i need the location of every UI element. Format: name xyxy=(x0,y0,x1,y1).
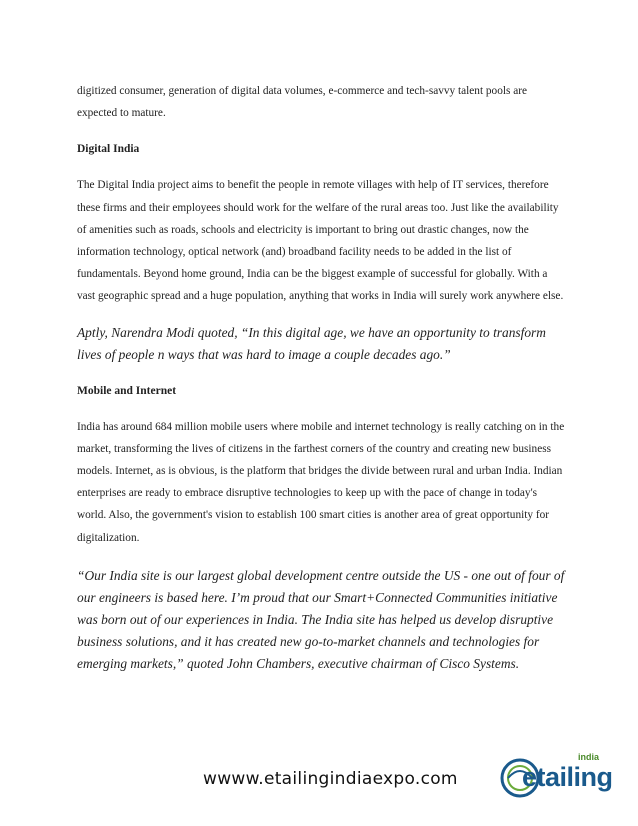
chambers-quote: “Our India site is our largest global development centre outside the US - one out of four of our engineers is based here. I’m proud that our Smart+Connected Communities initiative was born out of our experiences in India. The India site has helped us develop disruptive business solutions, and it has created new go-to-market channels and technologies for emerging markets,” quoted John Chambers, executive chairman of Cisco Systems. xyxy=(77,567,565,671)
logo-wordmark: etailing xyxy=(522,762,613,792)
intro-paragraph: digitized consumer, generation of digital data volumes, e-commerce and tech-savvy talent pools are expected to mature. xyxy=(77,85,528,120)
digital-india-paragraph: The Digital India project aims to benefit the people in remote villages with help of IT services, therefore these firms and their employees should work for the welfare of the rural areas too. Just like the availability of amenities such as roads, schools and electricity is important to bring out drastic changes, now the information technology, optical network (and) broadband facility needs to be added in the list of fundamentals. Beyond home ground, India can be the biggest example of successful for globally. With a vast geographic spread and a huge population, anything that works in India will surely work anywhere else. xyxy=(77,179,564,303)
modi-quote: Aptly, Narendra Modi quoted, “In this digital age, we have an opportunity to transform lives of people n ways that was hard to image a couple decades ago.” xyxy=(77,324,546,362)
section-heading-mobile-internet: Mobile and Internet xyxy=(77,384,177,397)
logo-tagline: india xyxy=(578,752,600,762)
document-body xyxy=(77,80,565,675)
section-heading-digital-india: Digital India xyxy=(77,143,140,156)
etailing-india-logo xyxy=(500,752,613,808)
footer-website-link[interactable]: wwww.etailingindiaexpo.com xyxy=(203,769,458,789)
mobile-internet-paragraph: India has around 684 million mobile users where mobile and internet technology is really catching on in the market, transforming the lives of citizens in the farthest corners of the country and creating new business models. Internet, as is obvious, is the platform that bridges the divide between rural and urban India. Indian enterprises are ready to embrace disruptive technologies to keep up with the pace of change in today's world. Also, the government's vision to establish 100 smart cities is another area of great opportunity for digitalization. xyxy=(77,420,565,544)
